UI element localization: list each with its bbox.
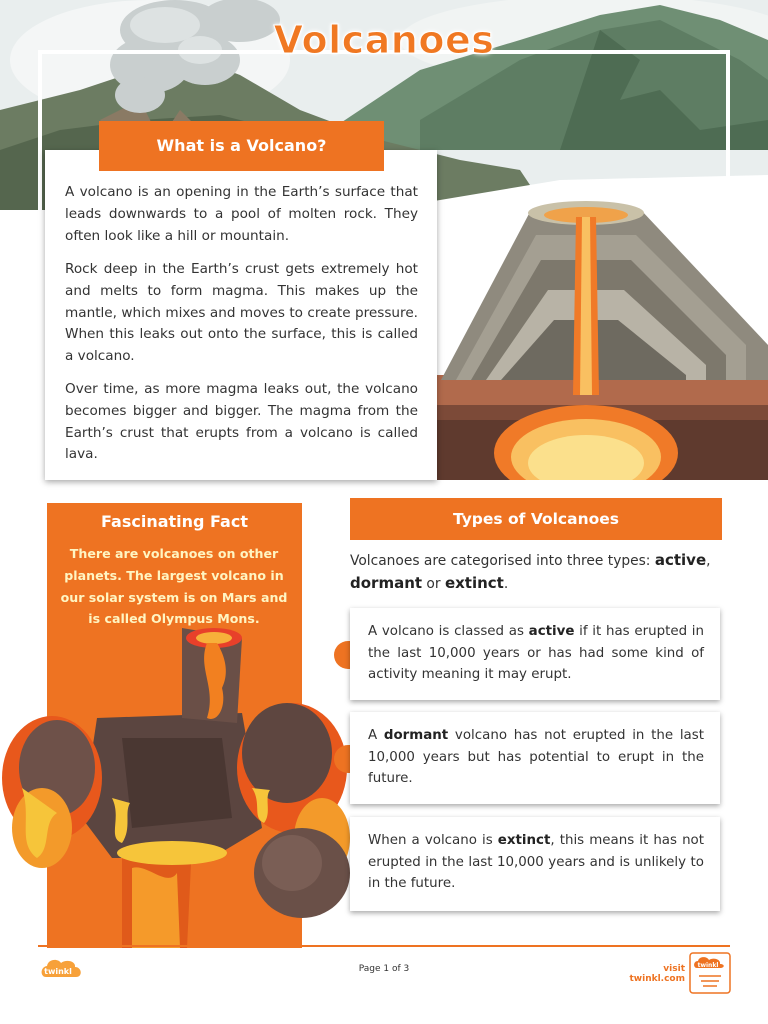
dormant-volcano-text: A dormant volcano has not erupted in the last 10,000 years but has potential to erupt in the future.: [368, 728, 704, 787]
fascinating-fact-heading: Fascinating Fact: [101, 512, 248, 531]
what-is-a-volcano-heading: What is a Volcano?: [99, 121, 384, 171]
page-number: Page 1 of 3: [358, 964, 410, 974]
twinkl-badge-icon: [689, 952, 731, 994]
fascinating-fact-text: There are volcanoes on other planets. The largest volcano in our solar system is on Mars and is called Olympus Mons.: [60, 546, 288, 627]
svg-text:twinkl: twinkl: [44, 967, 72, 976]
page-title: Volcanoes: [273, 18, 495, 62]
active-volcano-box: [350, 608, 720, 700]
extinct-volcano-text: When a volcano is extinct, this means it has not erupted in the last 10,000 years and is unlikely to in the future.: [368, 833, 705, 892]
what-paragraph-2: Rock deep in the Earth’s crust gets extremely hot and melts to form magma. This makes up the mantle, which mixes and moves to create pressure. When this leaks out onto the surface, this is called a volcano.: [65, 261, 418, 365]
visit-twinkl-link[interactable]: visit twinkl.com: [629, 964, 685, 984]
active-keyword: active: [654, 551, 707, 569]
dormant-keyword: dormant: [350, 573, 423, 592]
types-intro-text: Volcanoes are categorised into three types: active, dormant or extinct.: [350, 551, 711, 592]
footer-divider: [38, 945, 730, 947]
active-volcano-text: A volcano is classed as active if it has erupted in the last 10,000 years or has had some kind of activity meaning it may erupt.: [368, 624, 704, 683]
what-paragraph-3: Over time, as more magma leaks out, the volcano becomes bigger and bigger. The magma from the Earth’s crust that erupts from a volcano is called lava.: [65, 381, 418, 463]
extinct-keyword: extinct: [444, 573, 504, 592]
svg-text:twinkl: twinkl: [697, 962, 719, 969]
volcano-cross-section-illustration: [436, 195, 768, 480]
extinct-volcano-box: [350, 817, 720, 911]
types-of-volcanoes-heading: Types of Volcanoes: [350, 498, 722, 540]
what-is-a-volcano-box: [45, 150, 437, 480]
lava-golem-illustration: [2, 628, 352, 948]
twinkl-logo-icon[interactable]: [38, 955, 98, 985]
dormant-volcano-box: [350, 712, 720, 804]
what-paragraph-1: A volcano is an opening in the Earth’s surface that leads downwards to a pool of molten rock. They often look like a hill or mountain.: [65, 184, 418, 244]
